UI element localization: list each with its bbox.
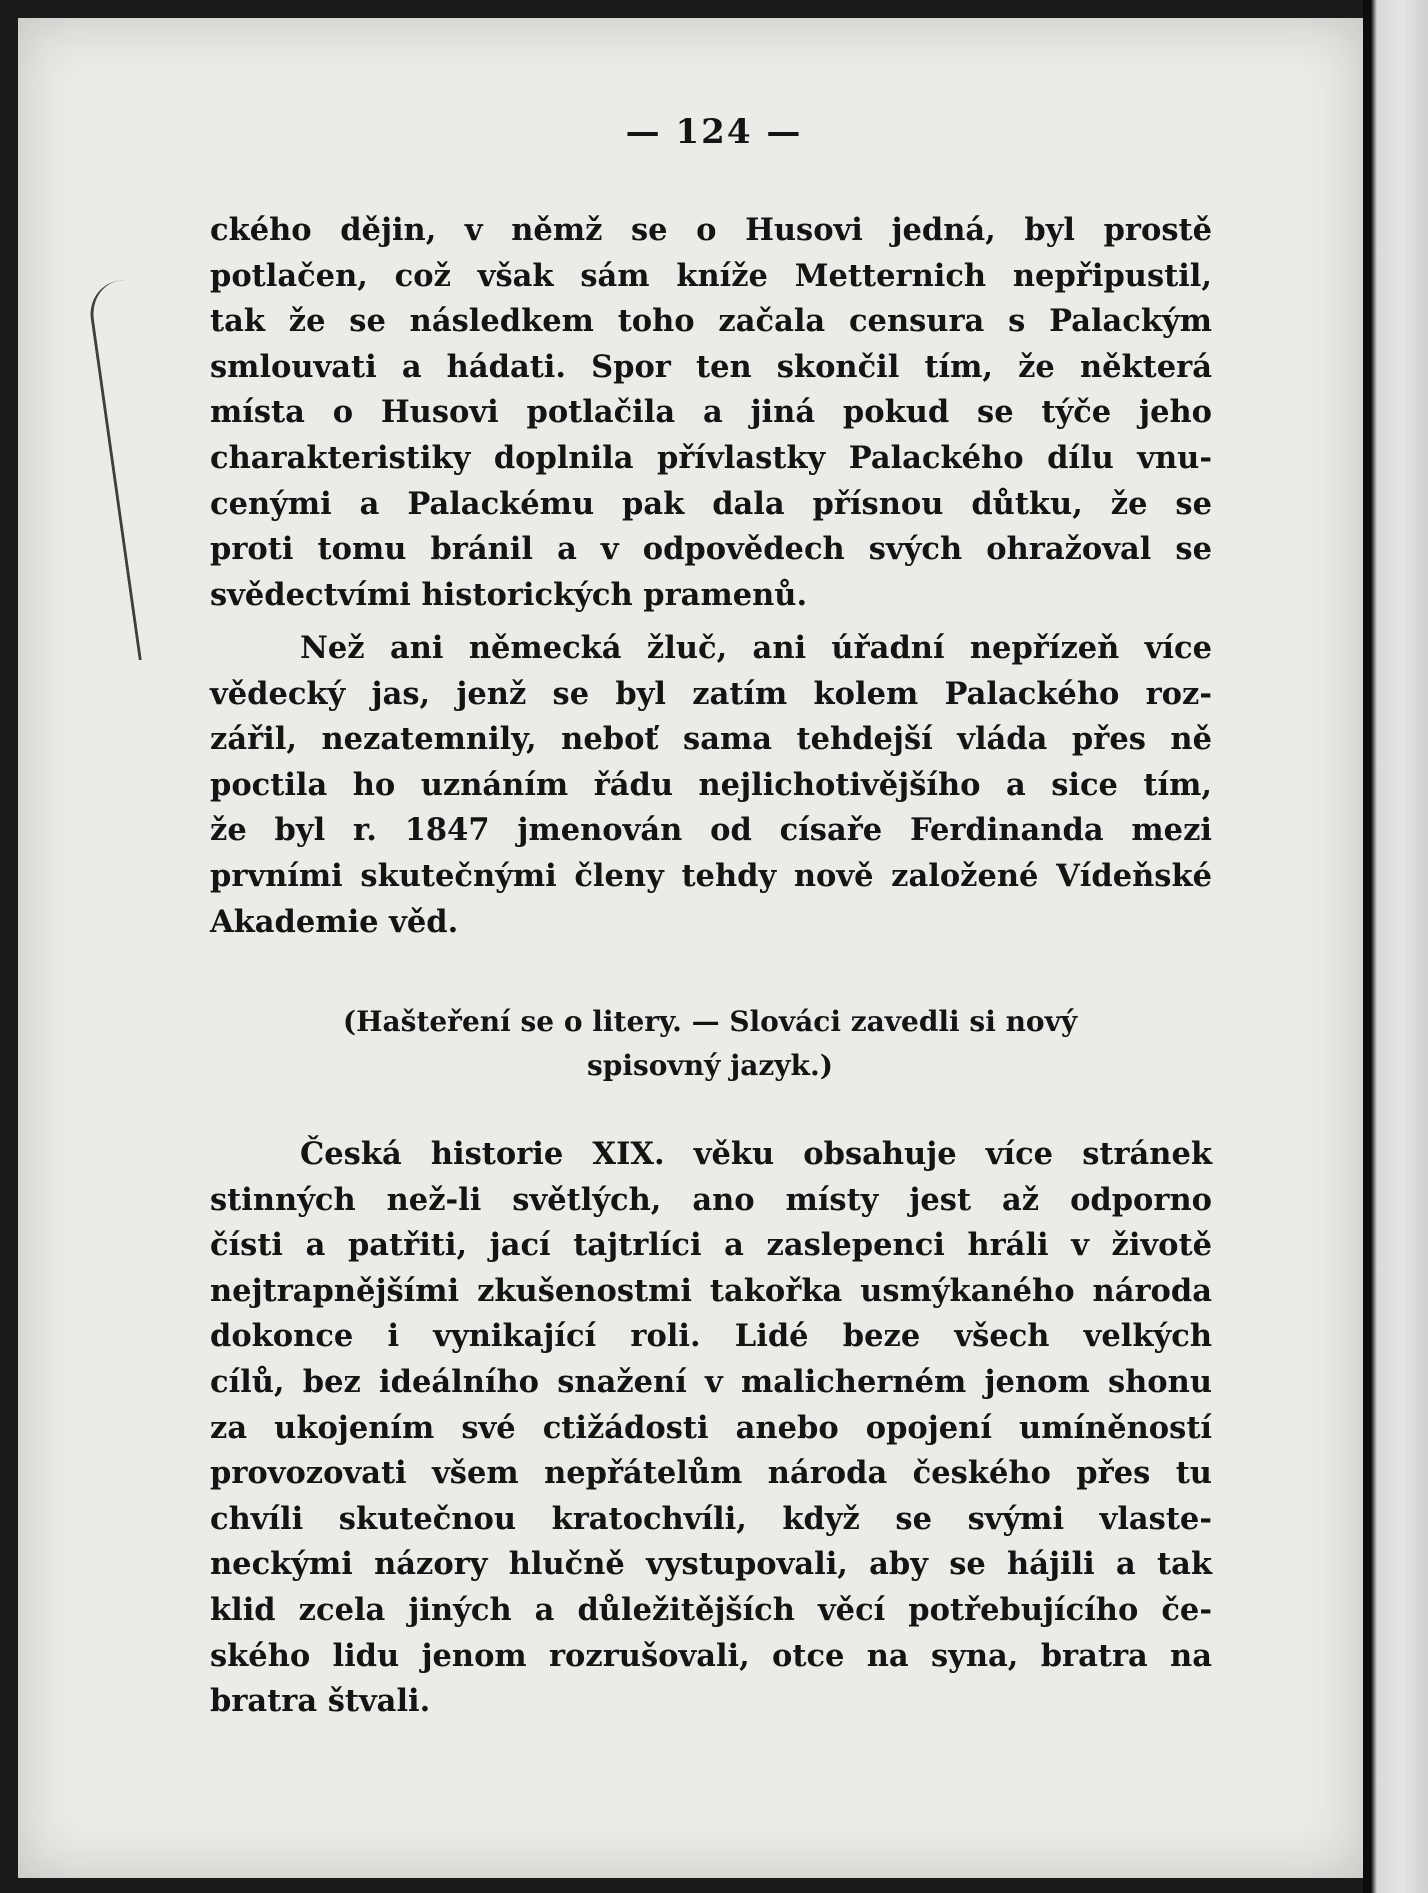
text-line: smlouvati a hádati. Spor ten skončil tím, že některá: [210, 348, 1212, 385]
text-line: zářil, nezatemnily, neboť sama tehdejší vláda přes ně: [210, 721, 1212, 758]
text-line: Než ani německá žluč, ani úřadní nepřízeň více: [300, 630, 1212, 666]
text-line: místa o Husovi potlačila a jiná pokud se týče jeho: [210, 394, 1212, 431]
text-line: provozovati všem nepřátelům národa českého přes tu: [210, 1455, 1212, 1492]
text-line: svědectvími historických pramenů.: [210, 576, 808, 613]
text-line: prvními skutečnými členy tehdy nově založené Vídeňské: [210, 857, 1212, 894]
text-line: stinných než-li světlých, ano místy jest až odporno: [210, 1181, 1212, 1218]
text-line: charakteristiky doplnila přívlastky Palackého dílu vnu-: [210, 439, 1212, 476]
scan-right-edge: [1363, 0, 1428, 1893]
text-line: neckými názory hlučně vystupovali, aby se hájili a tak: [210, 1546, 1212, 1583]
text-line: za ukojením své ctižádosti anebo opojení umíněností: [210, 1409, 1212, 1446]
text-line: vědecký jas, jenž se byl zatím kolem Palackého roz-: [210, 675, 1212, 712]
heading-line: (Hašteření se o litery. — Slováci zavedli si nový: [342, 1005, 1078, 1038]
paragraph-2: [210, 626, 1212, 945]
text-line: Akademie věd.: [210, 903, 459, 940]
text-line: poctila ho uznáním řádu nejlichotivějšího a sice tím,: [210, 766, 1212, 803]
text-line: klid zcela jiných a důležitějších věcí potřebujícího če-: [210, 1591, 1212, 1628]
text-line: nejtrapnějšími zkušenostmi takořka usmýkaného národa: [210, 1272, 1212, 1309]
section-heading: [300, 1000, 1120, 1088]
text-line: ckého dějin, v němž se o Husovi jedná, byl prostě: [210, 212, 1212, 248]
text-line: ského lidu jenom rozrušovali, otce na syna, bratra na: [210, 1637, 1212, 1674]
text-line: cílů, bez ideálního snažení v malicherném jenom shonu: [210, 1363, 1212, 1400]
page-number: — 124 —: [625, 112, 803, 152]
text-line: že byl r. 1847 jmenován od císaře Ferdinanda mezi: [210, 812, 1212, 849]
text-line: bratra štvali.: [210, 1683, 431, 1720]
text-line: cenými a Palackému pak dala přísnou důtku, že se: [210, 485, 1212, 522]
text-line: Česká historie XIX. věku obsahuje více stránek: [300, 1136, 1212, 1172]
text-line: potlačen, což však sám kníže Metternich nepřipustil,: [210, 257, 1212, 294]
paragraph-1: [210, 208, 1212, 618]
heading-line: spisovný jazyk.): [587, 1049, 833, 1082]
text-line: tak že se následkem toho začala censura s Palackým: [210, 303, 1212, 340]
text-line: dokonce i vynikající roli. Lidé beze všech velkých: [210, 1318, 1212, 1355]
text-line: proti tomu bránil a v odpovědech svých ohražoval se: [210, 531, 1212, 568]
paragraph-3: [210, 1132, 1212, 1725]
text-line: čísti a patřiti, jací tajtrlíci a zaslepenci hráli v životě: [210, 1227, 1212, 1264]
text-line: chvíli skutečnou kratochvíli, když se svými vlaste-: [210, 1500, 1212, 1537]
